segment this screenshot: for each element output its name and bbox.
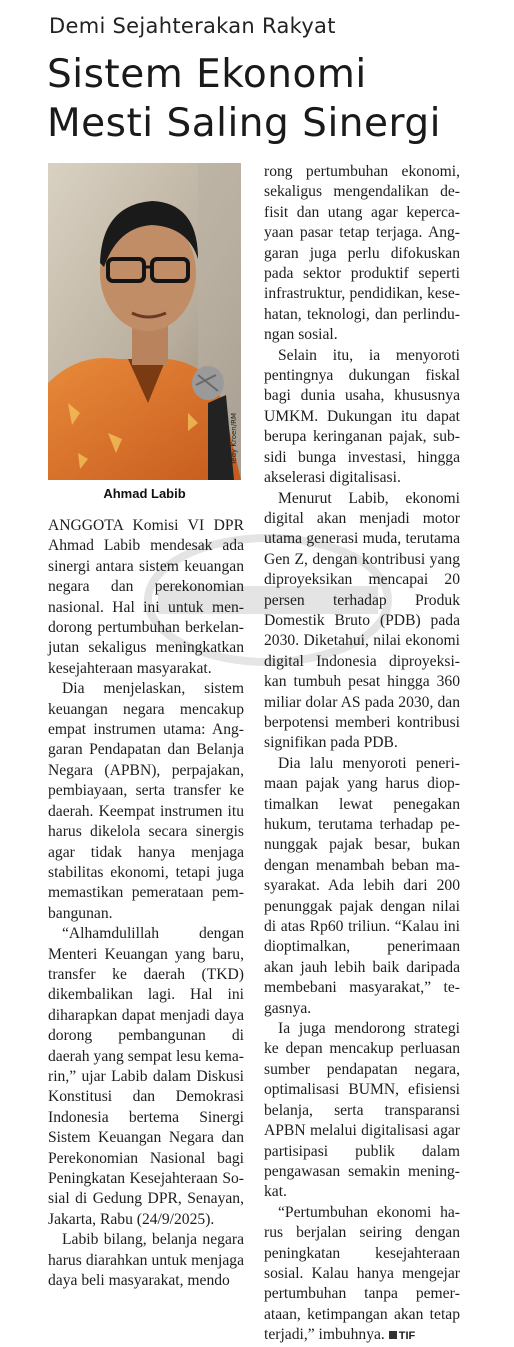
body-paragraph: “Alhamdulillah dengan Menteri Keuangan yang baru, transfer ke daerah (TKD) dikembalikan lagi. Hal ini diharapkan dapat menjadi daya dorong pembangunan di daerah yang sempat lesu kemarin,” ujar Labib dalam Diskusi Konstitusi dan Demokrasi Indonesia bertema Sinergi Sistem Keuangan Negara dan Perekonomian Nasional bagi Peningkatan Kesejahteraan Sosial di Gedung DPR, Senayan, Jakarta, Rabu (24/9/2025).	[48, 925, 244, 1228]
endmark-square-icon	[389, 1331, 397, 1339]
headline-line-2: Mesti Saling Sinergi	[47, 101, 441, 146]
author-initials: TIF	[398, 1330, 416, 1343]
body-paragraph: rong pertumbuhan ekonomi, sekaligus mengendalikan defisit dan utang agar kepercayaan pasar tetap terjaga. Anggaran juga perlu difokuskan pada sektor produktif seperti infrastruktur, pendidikan, kesehatan, teknologi, dan perlindungan sosial.	[264, 163, 460, 344]
body-paragraph: Menurut Labib, ekonomi digital akan menjadi motor utama generasi muda, terutama Gen Z, dengan kontribusi yang diproyeksikan mencapai 20 persen terhadap Produk Domestik Bruto (PDB) pada 2030. Diketahui, nilai ekonomi digital Indonesia diproyeksikan tumbuh pesat hingga 360 miliar dolar AS pada 2030, dan berpotensi memberi kontribusi signifikan pada PDB.	[264, 489, 460, 752]
article-headline	[47, 50, 507, 148]
portrait-photo	[48, 163, 241, 480]
portrait-illustration	[48, 163, 241, 480]
article-kicker: Demi Sejahterakan Rakyat	[49, 14, 336, 38]
body-paragraph: Ia juga mendorong strategi ke depan mencakup perluasan sumber pendapatan negara, optimalisasi BUMN, efisiensi belanja, serta transparansi APBN melalui digitalisasi agar partisipasi publik dalam pengawasan semakin meningkat.	[264, 1020, 460, 1201]
author-endmark	[389, 1330, 416, 1342]
body-paragraph: Dia menjelaskan, sistem keuangan negara mencakup empat instrumen utama: Anggaran Pendapatan dan Belanja Negara (APBN), perpajakan, pembiayaan, serta transfer ke daerah. Keempat instrumen itu harus dikelola secara sinergis agar tidak hanya menjaga stabilitas ekonomi, tetapi juga memastikan pemerataan pembangunan.	[48, 680, 244, 922]
body-paragraph	[264, 1203, 460, 1347]
body-paragraph: Selain itu, ia menyoroti pentingnya dukungan fiskal bagi dunia usaha, khususnya UMKM. Dukungan itu dapat berupa keringanan pajak, subsidi bunga investasi, hingga akselerasi digitalisasi.	[264, 346, 460, 487]
headline-line-1: Sistem Ekonomi	[47, 52, 367, 97]
article-column-left	[48, 516, 244, 1291]
closing-paragraph-text: “Pertumbuhan ekonomi harus berjalan seiring dengan peningkatan kesejahteraan sosial. Kalau hanya mengejar pertumbuhan tanpa pemerataan, ketimpangan akan tetap terjadi,” imbuhnya.	[264, 1203, 460, 1344]
body-paragraph: ANGGOTA Komisi VI DPR Ahmad Labib mendesak ada sinergi antara sistem keuangan negara dan perekonomian nasional. Hal ini untuk mendorong pertumbuhan berkelanjutan sekaligus meningkatkan kesejahteraan masyarakat.	[48, 517, 244, 677]
photo-credit: Tedy Kroen/RM	[230, 413, 238, 465]
article-column-right	[264, 162, 460, 1347]
body-paragraph: Labib bilang, belanja negara harus diarahkan untuk menjaga daya beli masyarakat, mendo	[48, 1231, 244, 1290]
body-paragraph: Dia lalu menyoroti penerimaan pajak yang harus dioptimalkan lewat penegakan hukum, terutama terhadap penunggak pajak besar, bukan dengan menambah beban masyarakat. Ada lebih dari 200 penunggak pajak dengan nilai di atas Rp60 triliun. “Kalau ini dioptimalkan, penerimaan akan jauh lebih baik daripada membebani masyarakat,” tegasnya.	[264, 754, 460, 1017]
photo-caption: Ahmad Labib	[103, 486, 186, 501]
